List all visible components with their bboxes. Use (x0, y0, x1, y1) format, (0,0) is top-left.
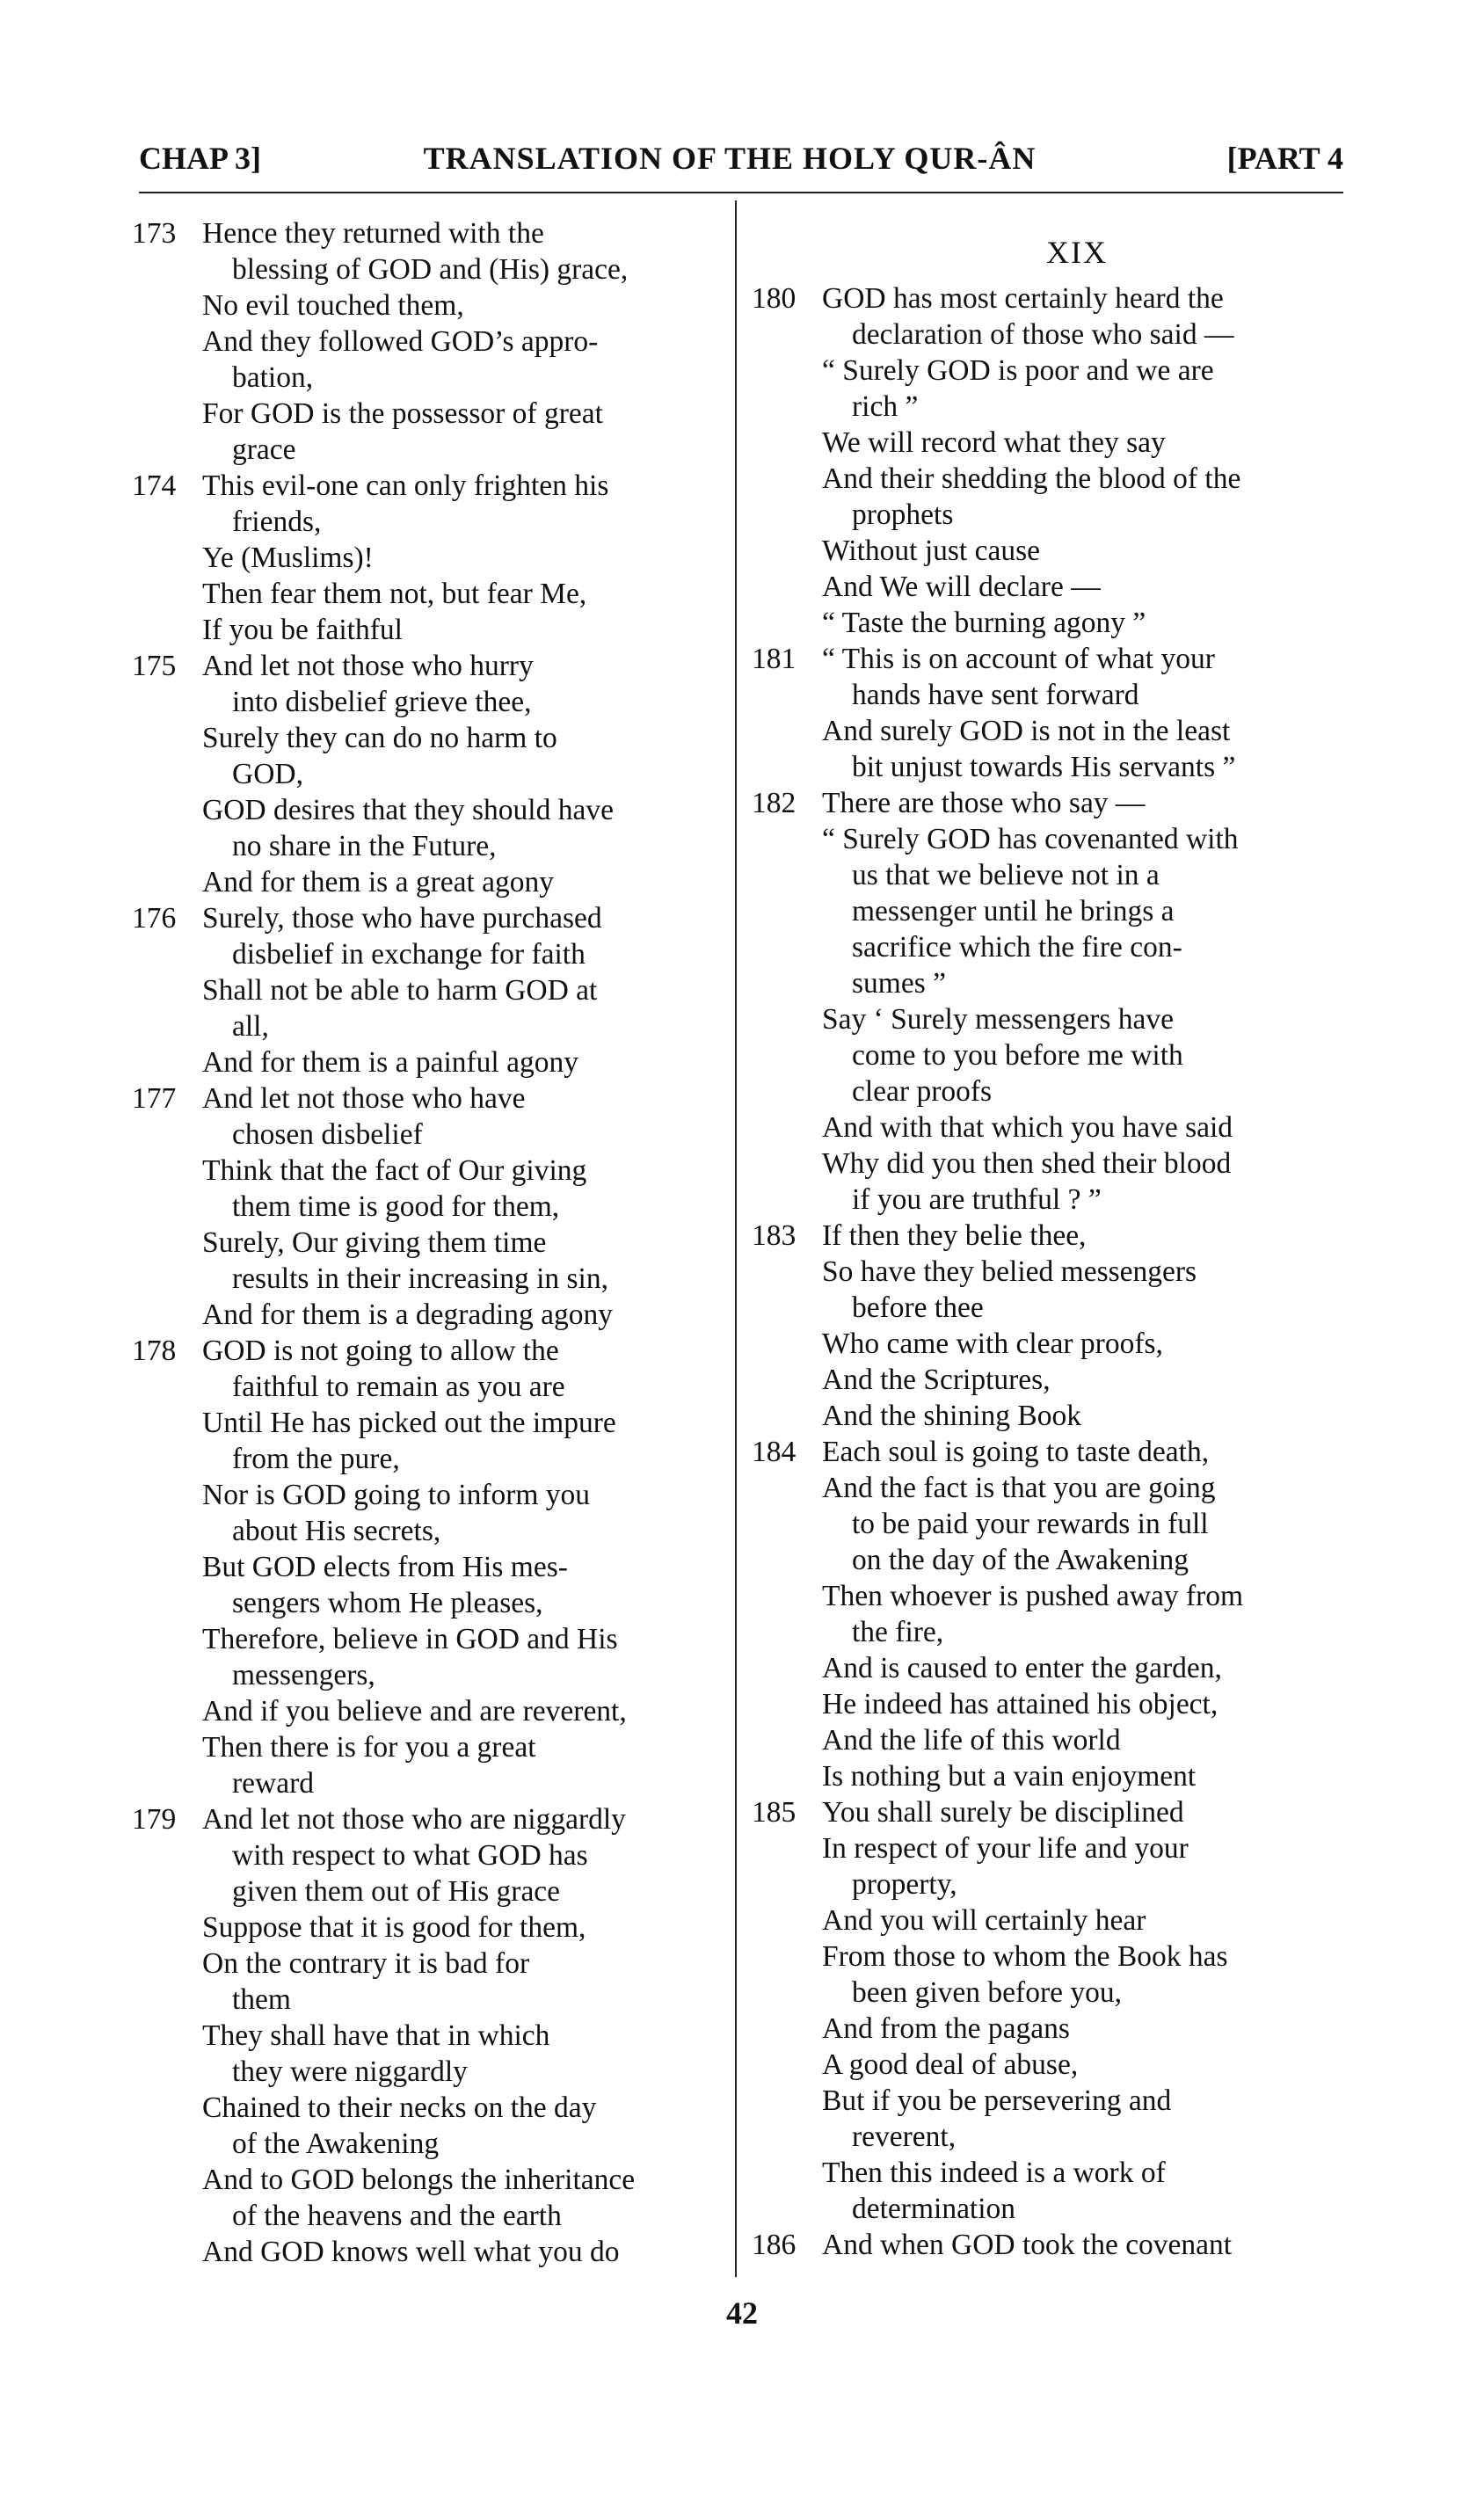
verse-line: And if you believe and are reverent, (202, 1695, 627, 1728)
verse-line: If then they belie thee, (822, 1219, 1087, 1252)
verse-line: about His secrets, (232, 1515, 441, 1547)
verse-line: results in their increasing in sin, (232, 1262, 608, 1295)
verse-line: And let not those who have (202, 1082, 526, 1115)
page-number: 42 (726, 2295, 758, 2331)
verse-line: GOD is not going to allow the (202, 1335, 559, 1367)
verse-line: And they followed GOD’s appro- (202, 325, 599, 358)
verse-number: 185 (752, 1796, 797, 1829)
verse-line: hands have sent forward (852, 679, 1139, 711)
verse-line: chosen disbelief (232, 1118, 423, 1151)
verse-line: And when GOD took the covenant (822, 2229, 1233, 2261)
verse-line: Suppose that it is good for them, (202, 1911, 586, 1944)
verse-line: determination (852, 2193, 1016, 2225)
verse-line: On the contrary it is bad for (202, 1947, 530, 1980)
verse-183 (752, 1218, 1349, 1434)
verse-174 (132, 468, 712, 648)
verse-line: And is caused to enter the garden, (822, 1652, 1222, 1684)
verse-number: 175 (132, 650, 177, 682)
verse-line: faithful to remain as you are (232, 1371, 565, 1403)
verse-line: Therefore, believe in GOD and His (202, 1623, 618, 1655)
verse-line: And the life of this world (822, 1724, 1121, 1757)
verse-line: on the day of the Awakening (852, 1544, 1189, 1576)
verse-line: And We will declare — (822, 571, 1101, 603)
verse-line: “ Surely GOD has covenanted with (822, 823, 1239, 855)
verse-line: bation, (232, 361, 314, 394)
right-column-verses (752, 280, 1349, 2263)
verse-182 (752, 785, 1349, 1218)
verse-line: rich ” (852, 390, 919, 423)
verse-line: been given before you, (852, 1976, 1122, 2009)
verse-number: 173 (132, 217, 177, 250)
verse-line: messenger until he brings a (852, 895, 1175, 927)
verse-line: And for them is a painful agony (202, 1046, 578, 1079)
verse-line: “ Taste the burning agony ” (822, 607, 1146, 639)
verse-line: And surely GOD is not in the least (822, 715, 1231, 747)
verse-line: “ Surely GOD is poor and we are (822, 354, 1214, 387)
verse-line: Until He has picked out the impure (202, 1407, 616, 1439)
verse-line: From those to whom the Book has (822, 1940, 1228, 1973)
verse-line: He indeed has attained his object, (822, 1688, 1218, 1720)
verse-line: Then fear them not, but fear Me, (202, 578, 587, 610)
verse-line: grace (232, 433, 296, 466)
verse-line: Hence they returned with the (202, 217, 544, 250)
verse-line: sumes ” (852, 967, 946, 1000)
verse-line: Surely, those who have purchased (202, 902, 602, 935)
part-header: [PART 4 (1226, 141, 1343, 176)
verse-177 (132, 1080, 712, 1333)
verse-number: 174 (132, 469, 177, 502)
verse-line: no share in the Future, (232, 830, 497, 862)
verse-line: Then whoever is pushed away from (822, 1580, 1244, 1612)
verse-line: prophets (852, 498, 954, 531)
verse-line: And from the pagans (822, 2012, 1070, 2045)
verse-line: In respect of your life and your (822, 1832, 1189, 1865)
verse-178 (132, 1333, 712, 1801)
verse-line: And the shining Book (822, 1400, 1081, 1432)
verse-line: bit unjust towards His servants ” (852, 751, 1236, 783)
verse-line: given them out of His grace (232, 1875, 561, 1908)
verse-173 (132, 215, 712, 468)
verse-line: Then this indeed is a work of (822, 2157, 1166, 2189)
verse-number: 179 (132, 1803, 177, 1836)
column-divider (735, 200, 737, 2277)
verse-number: 180 (752, 282, 797, 315)
verse-line: And for them is a great agony (202, 866, 555, 898)
verse-line: Is nothing but a vain enjoyment (822, 1760, 1197, 1793)
verse-number: 186 (752, 2229, 797, 2261)
verse-line: from the pure, (232, 1443, 400, 1475)
verse-line: And you will certainly hear (822, 1904, 1146, 1937)
verse-number: 183 (752, 1219, 797, 1252)
verse-line: And to GOD belongs the inheritance (202, 2164, 636, 2196)
verse-line: Think that the fact of Our giving (202, 1154, 587, 1187)
verse-line: of the Awakening (232, 2128, 440, 2160)
verse-line: to be paid your rewards in full (852, 1508, 1209, 1540)
verse-line: So have they belied messengers (822, 1255, 1197, 1288)
verse-line: Without just cause (822, 535, 1040, 567)
verse-179 (132, 1801, 712, 2270)
verse-line: friends, (232, 506, 322, 538)
verse-line: Nor is GOD going to inform you (202, 1479, 591, 1511)
verse-line: Each soul is going to taste death, (822, 1436, 1210, 1468)
verse-line: into disbelief grieve thee, (232, 686, 532, 718)
chapter-header: CHAP 3] (139, 141, 261, 176)
verse-line: And with that which you have said (822, 1111, 1233, 1144)
verse-line: of the heavens and the earth (232, 2200, 562, 2232)
verse-line: Ye (Muslims)! (202, 542, 374, 574)
verse-line: GOD desires that they should have (202, 794, 614, 826)
verse-line: You shall surely be disciplined (822, 1796, 1184, 1829)
verse-line: they were niggardly (232, 2055, 468, 2088)
left-column (132, 215, 712, 2270)
verse-line: disbelief in exchange for faith (232, 938, 586, 971)
verse-number: 178 (132, 1335, 177, 1367)
verse-line: Then there is for you a great (202, 1731, 536, 1764)
header-rule (139, 192, 1343, 193)
verse-line: And let not those who are niggardly (202, 1803, 626, 1836)
verse-line: all, (232, 1010, 269, 1043)
verse-line: For GOD is the possessor of great (202, 397, 603, 430)
verse-line: clear proofs (852, 1075, 993, 1108)
verse-line: GOD has most certainly heard the (822, 282, 1224, 315)
verse-line: Why did you then shed their blood (822, 1147, 1232, 1180)
verse-line: declaration of those who said — (852, 318, 1234, 351)
running-title: TRANSLATION OF THE HOLY QUR-ÂN (423, 141, 1037, 176)
verse-175 (132, 648, 712, 900)
verse-line: sengers whom He pleases, (232, 1587, 543, 1619)
verse-line: But if you be persevering and (822, 2084, 1172, 2117)
verse-line: reward (232, 1767, 314, 1800)
verse-line: Shall not be able to harm GOD at (202, 974, 598, 1007)
verse-line: them time is good for them, (232, 1190, 560, 1223)
verse-line: This evil-one can only frighten his (202, 469, 609, 502)
verse-line: We will record what they say (822, 426, 1166, 459)
verse-line: them (232, 1983, 291, 2016)
verse-line: And let not those who hurry (202, 650, 534, 682)
verse-176 (132, 900, 712, 1080)
verse-line: And the fact is that you are going (822, 1472, 1216, 1504)
verse-line: the fire, (852, 1616, 944, 1648)
verse-184 (752, 1434, 1349, 1794)
verse-line: If you be faithful (202, 614, 403, 646)
verse-line: with respect to what GOD has (232, 1839, 588, 1872)
verse-number: 176 (132, 902, 177, 935)
verse-line: They shall have that in which (202, 2019, 550, 2052)
verse-line: GOD, (232, 758, 303, 790)
verse-line: “ This is on account of what your (822, 643, 1215, 675)
verse-line: Who came with clear proofs, (822, 1328, 1163, 1360)
verse-number: 181 (752, 643, 797, 675)
verse-line: A good deal of abuse, (822, 2048, 1079, 2081)
verse-180 (752, 280, 1349, 641)
verse-line: There are those who say — (822, 787, 1146, 819)
verse-line: come to you before me with (852, 1039, 1183, 1072)
verse-line: property, (852, 1868, 957, 1901)
verse-line: No evil touched them, (202, 289, 464, 322)
verse-line: sacrifice which the fire con- (852, 931, 1182, 964)
right-column (752, 215, 1349, 2263)
verse-181 (752, 641, 1349, 785)
verse-number: 177 (132, 1082, 177, 1115)
verse-line: before thee (852, 1291, 984, 1324)
verse-line: Surely they can do no harm to (202, 722, 557, 754)
verse-number: 184 (752, 1436, 797, 1468)
verse-line: And for them is a degrading agony (202, 1298, 614, 1331)
verse-line: if you are truthful ? ” (852, 1183, 1102, 1216)
verse-line: And GOD knows well what you do (202, 2236, 620, 2268)
verse-186 (752, 2227, 1349, 2263)
verse-number: 182 (752, 787, 797, 819)
verse-line: us that we believe not in a (852, 859, 1160, 891)
verse-line: And their shedding the blood of the (822, 462, 1241, 495)
verse-line: And the Scriptures, (822, 1364, 1051, 1396)
verse-line: Surely, Our giving them time (202, 1226, 547, 1259)
verse-line: messengers, (232, 1659, 375, 1691)
verse-line: Say ‘ Surely messengers have (822, 1003, 1175, 1036)
verse-185 (752, 1794, 1349, 2227)
verse-line: But GOD elects from His mes- (202, 1551, 568, 1583)
verse-line: blessing of GOD and (His) grace, (232, 253, 629, 286)
verse-line: reverent, (852, 2120, 957, 2153)
verse-line: Chained to their necks on the day (202, 2091, 597, 2124)
section-heading: XIX (1046, 235, 1108, 270)
